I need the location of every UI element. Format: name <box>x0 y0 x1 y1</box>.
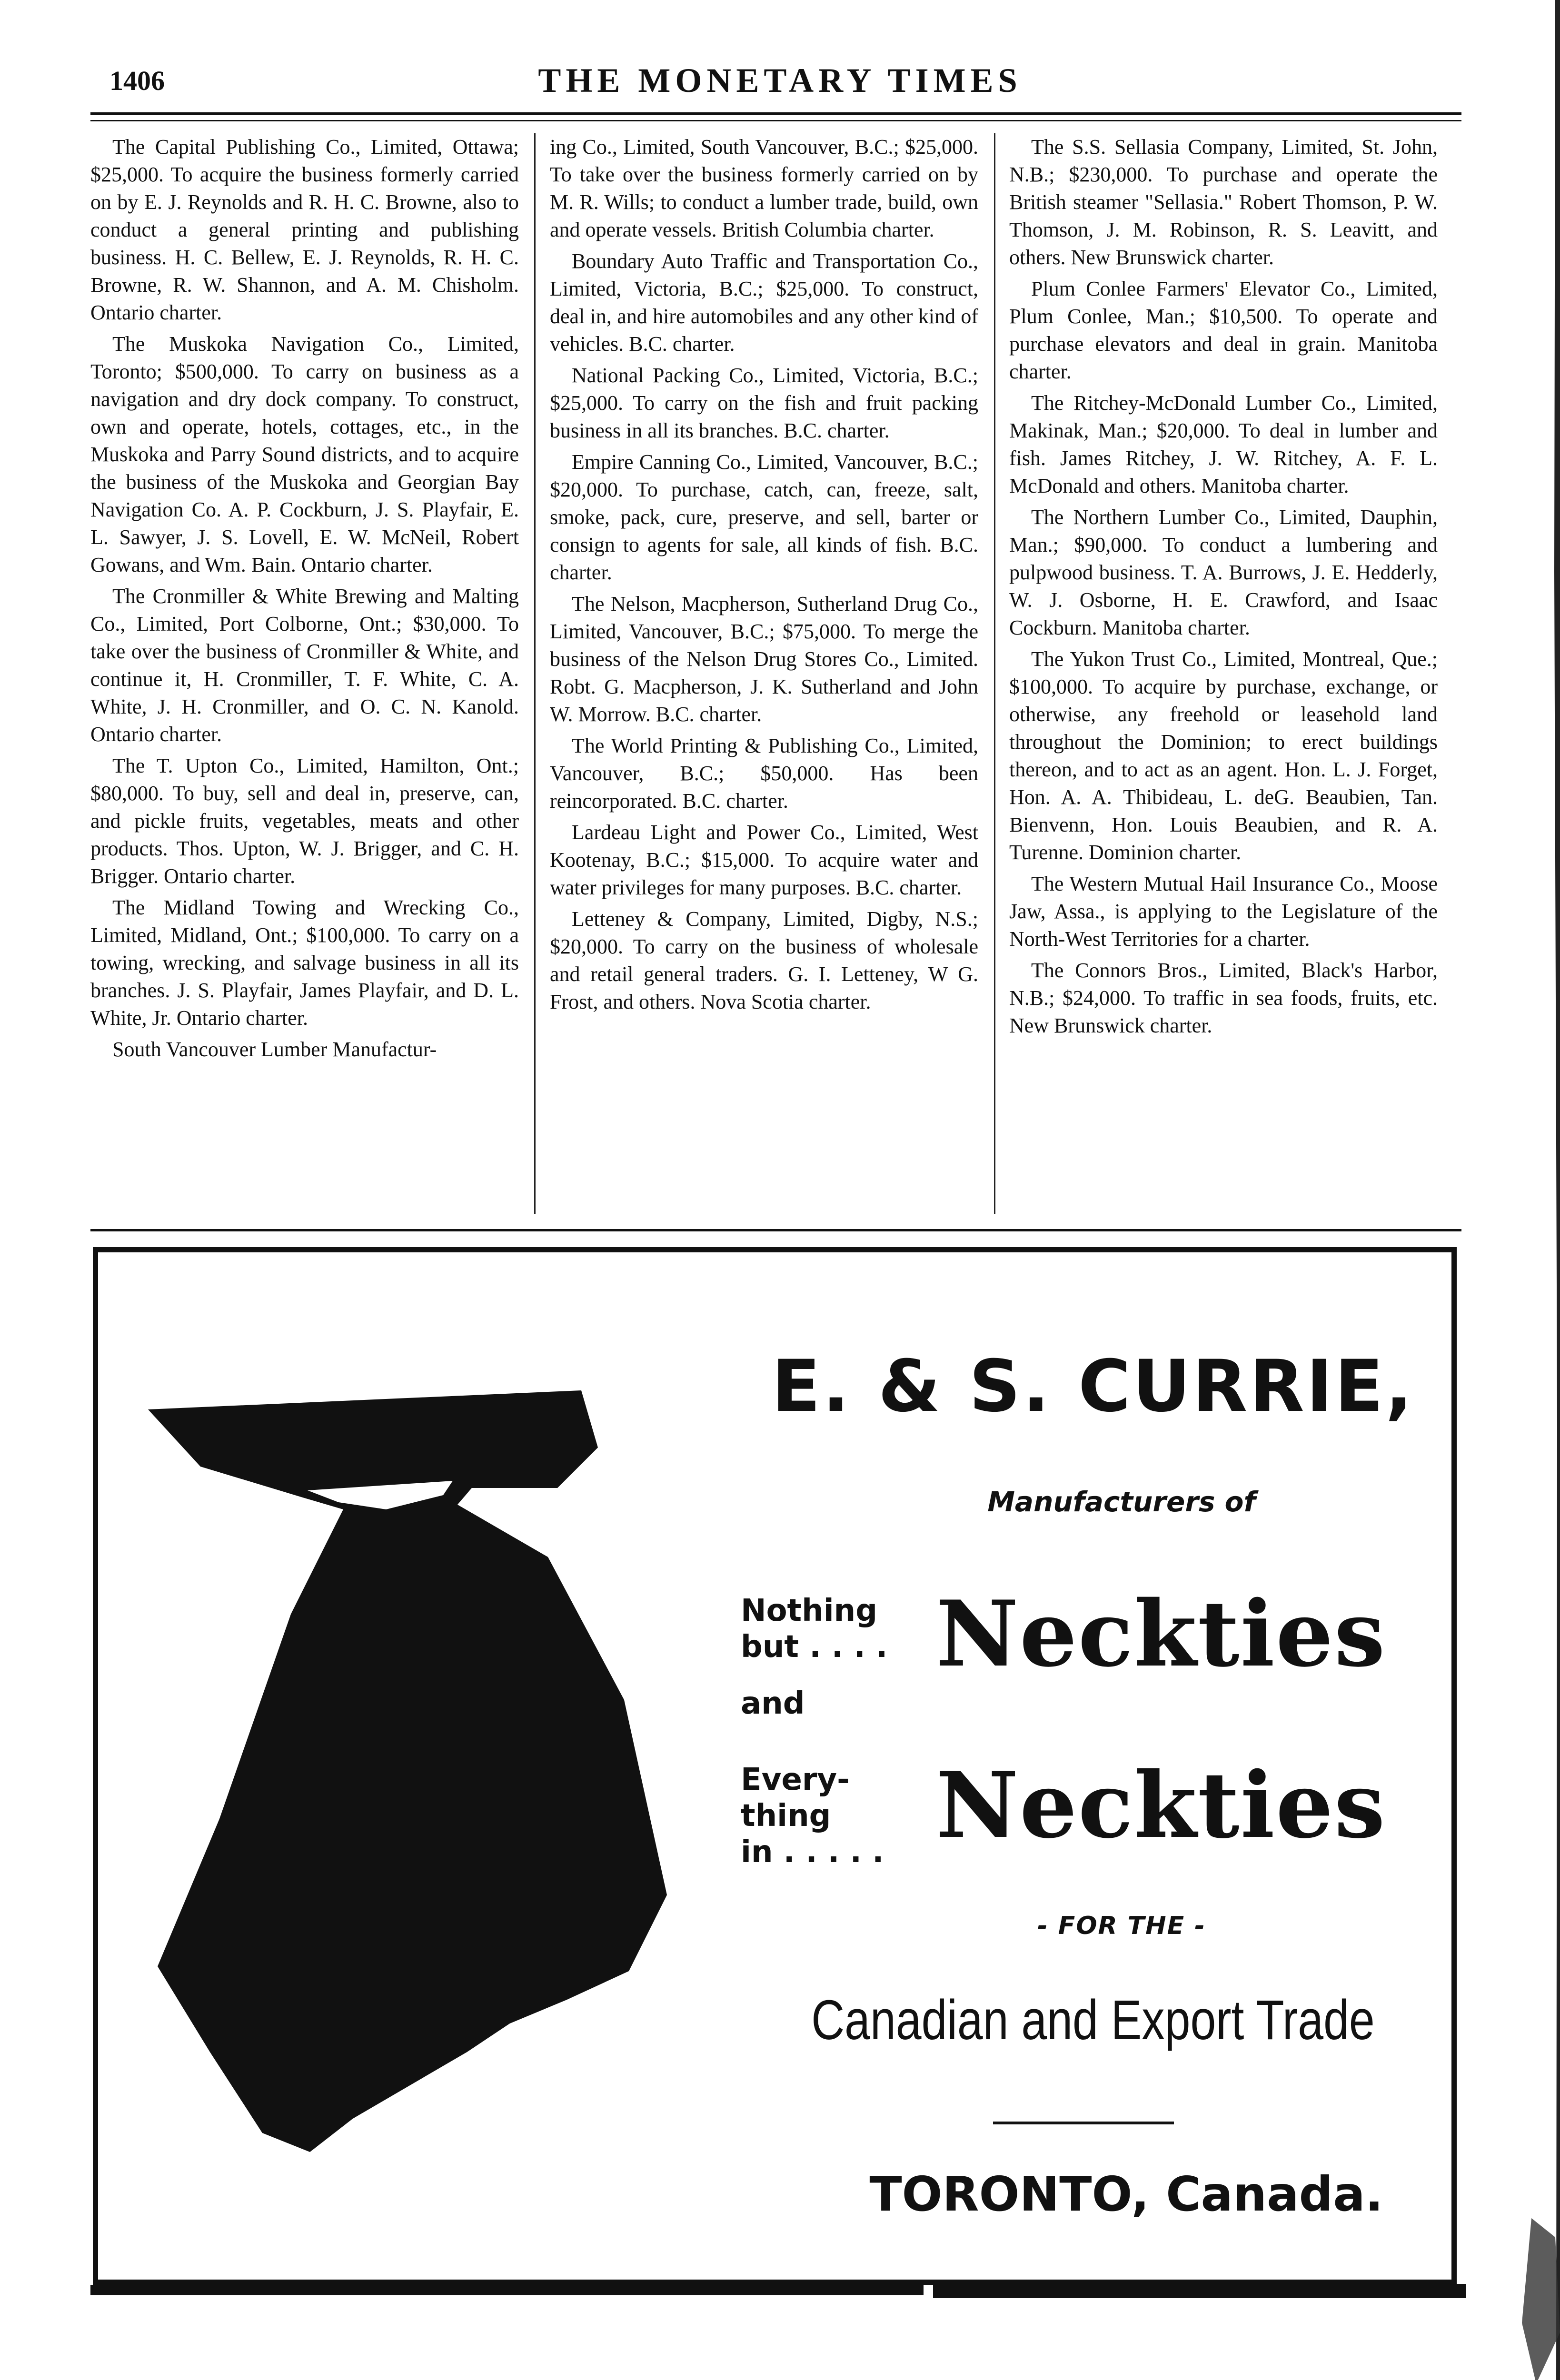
charter-entry: The Yukon Trust Co., Limited, Montreal, Que.; $100,000. To acquire by purchase, exchange, or otherwise, any freehold or leasehold land throughout the Dominion; to erect buildings thereon, and to act as an agent. Hon. L. J. Forget, Hon. A. A. Thibideau, L. deG. Beaubien, Tan. Bienvenn, Hon. Louis Beaubien, and R. A. Turenne. Dominion charter. <box>1009 647 1438 864</box>
charter-entry: Empire Canning Co., Limited, Vancouver, B.C.; $20,000. To purchase, catch, can, freeze, salt, smoke, pack, cure, preserve, and sell, barter or consign to agents for sale, all kinds of fish. B.C. charter. <box>550 450 978 584</box>
ad-line: Every- <box>741 1762 850 1797</box>
header-rule-bottom <box>90 120 1461 121</box>
ad-line: Nothing <box>741 1593 877 1628</box>
ad-divider <box>993 2122 1174 2124</box>
page-title: THE MONETARY TIMES <box>538 61 1022 99</box>
charter-entry: The Connors Bros., Limited, Black's Harbor, N.B.; $24,000. To traffic in sea foods, fruits, etc. New Brunswick charter. <box>1009 959 1438 1037</box>
charter-entry: ing Co., Limited, South Vancouver, B.C.; $25,000. To take over the business formerly carried on by M. R. Wills; to conduct a lumber trade, build, own and operate vessels. British Columbia charter. <box>550 135 978 241</box>
ad-product-neckties: Neckties <box>936 1581 1386 1687</box>
charter-entry: The Capital Publishing Co., Limited, Ottawa; $25,000. To acquire the business formerly carried on by E. J. Reynolds and R. H. C. Browne, also to conduct a general printing and publishing business. H. C. Bellew, E. J. Reynolds, R. H. C. Browne, R. W. Shannon, and A. M. Chisholm. Ontario charter. <box>90 135 519 324</box>
ad-company-name: E. & S. CURRIE, <box>771 1345 1415 1428</box>
ad-nothing-text <box>741 1593 887 1665</box>
charter-entry: Plum Conlee Farmers' Elevator Co., Limited, Plum Conlee, Man.; $10,500. To operate and purchase elevators and deal in grain. Manitoba charter. <box>1009 277 1438 383</box>
charter-entry: The World Printing & Publishing Co., Limited, Vancouver, B.C.; $50,000. Has been reincorporated. B.C. charter. <box>550 734 978 813</box>
charter-entry: South Vancouver Lumber Manufactur- <box>112 1038 437 1061</box>
page-number: 1406 <box>109 65 165 96</box>
column-divider <box>994 133 995 1214</box>
ad-subtitle: Manufacturers of <box>987 1486 1256 1518</box>
ad-city: TORONTO, Canada. <box>869 2166 1383 2222</box>
column-2 <box>550 133 978 1020</box>
advertisement-box <box>93 1247 1457 2285</box>
article-columns <box>90 133 1461 1219</box>
necktie-icon <box>139 1390 772 2219</box>
bottom-rule <box>933 2284 1466 2298</box>
charter-entry: The Muskoka Navigation Co., Limited, Toronto; $500,000. To carry on business as a navigation and dry dock company. To construct, own and operate, hotels, cottages, etc., in the Muskoka and Parry Sound districts, and to acquire the business of the Muskoka and Georgian Bay Navigation Co. A. P. Cockburn, J. S. Playfair, E. L. Sawyer, J. S. Lovell, E. W. McNeil, Robert Gowans, and Wm. Bain. Ontario charter. <box>90 332 519 576</box>
charter-entry: The Nelson, Macpherson, Sutherland Drug Co., Limited, Vancouver, B.C.; $75,000. To merge the business of the Nelson Drug Stores Co., Limited. Robt. G. Macpherson, J. K. Sutherland and John W. Morrow. B.C. charter. <box>550 592 978 726</box>
charter-entry: The Ritchey-McDonald Lumber Co., Limited, Makinak, Man.; $20,000. To deal in lumber and fish. James Ritchey, J. W. Ritchey, A. F. L. McDonald and others. Manitoba charter. <box>1009 391 1438 497</box>
ad-everything-text <box>741 1762 884 1870</box>
page-edge-shadow <box>1503 0 1560 2380</box>
charter-entry: The T. Upton Co., Limited, Hamilton, Ont.; $80,000. To buy, sell and deal in, preserve, can, and pickle fruits, vegetables, meats and other products. Thos. Upton, W. J. Brigger, and C. H. Brigger. Ontario charter. <box>90 754 519 888</box>
bottom-rule <box>90 2285 924 2295</box>
charter-entry: National Packing Co., Limited, Victoria, B.C.; $25,000. To carry on the fish and fruit packing business in all its branches. B.C. charter. <box>550 364 978 442</box>
header-rule-top <box>90 112 1461 115</box>
charter-entry: The S.S. Sellasia Company, Limited, St. John, N.B.; $230,000. To purchase and operate the British steamer "Sellasia." Robert Thomson, P. W. Thomson, J. M. Robinson, R. S. Leavitt, and others. New Brunswick charter. <box>1009 135 1438 269</box>
column-divider <box>534 133 536 1214</box>
column-3 <box>1009 133 1438 1043</box>
charter-entry: The Cronmiller & White Brewing and Malting Co., Limited, Port Colborne, Ont.; $30,000. To take over the business of Cronmiller & White, and continue it, H. Cronmiller, T. F. White, C. A. White, J. H. Cronmiller, and O. C. N. Kanold. Ontario charter. <box>90 585 519 746</box>
charter-entry: Lardeau Light and Power Co., Limited, West Kootenay, B.C.; $15,000. To acquire water and water privileges for many purposes. B.C. charter. <box>550 821 978 899</box>
charter-entry: The Midland Towing and Wrecking Co., Limited, Midland, Ont.; $100,000. To carry on a towing, wrecking, and salvage business in all its branches. J. S. Playfair, James Playfair, and D. L. White, Jr. Ontario charter. <box>90 896 519 1030</box>
ad-trade-line: Canadian and Export Trade <box>811 1989 1375 2052</box>
charter-entry: The Northern Lumber Co., Limited, Dauphin, Man.; $90,000. To conduct a lumbering and pulpwood business. T. A. Burrows, J. E. Hedderly, W. J. Osborne, H. E. Crawford, and Isaac Cockburn. Manitoba charter. <box>1009 506 1438 639</box>
ad-line: but . . . . <box>741 1629 888 1665</box>
charter-entry: Letteney & Company, Limited, Digby, N.S.; $20,000. To carry on the business of wholesale and retail general traders. G. I. Letteney, W G. Frost, and others. Nova Scotia charter. <box>550 907 978 1013</box>
ad-line: in . . . . . <box>741 1835 884 1870</box>
ad-line: thing <box>741 1798 831 1834</box>
ad-and-text: and <box>741 1686 805 1721</box>
charter-entry: Boundary Auto Traffic and Transportation Co., Limited, Victoria, B.C.; $25,000. To construct, deal in, and hire automobiles and any other kind of vehicles. B.C. charter. <box>550 249 978 356</box>
charter-entry: The Western Mutual Hail Insurance Co., Moose Jaw, Assa., is applying to the Legislature of the North-West Territories for a charter. <box>1009 872 1438 951</box>
section-rule <box>90 1229 1461 1231</box>
ad-for-the: - FOR THE - <box>1037 1912 1206 1940</box>
column-1 <box>90 133 519 1067</box>
ad-product-neckties: Neckties <box>936 1752 1386 1858</box>
